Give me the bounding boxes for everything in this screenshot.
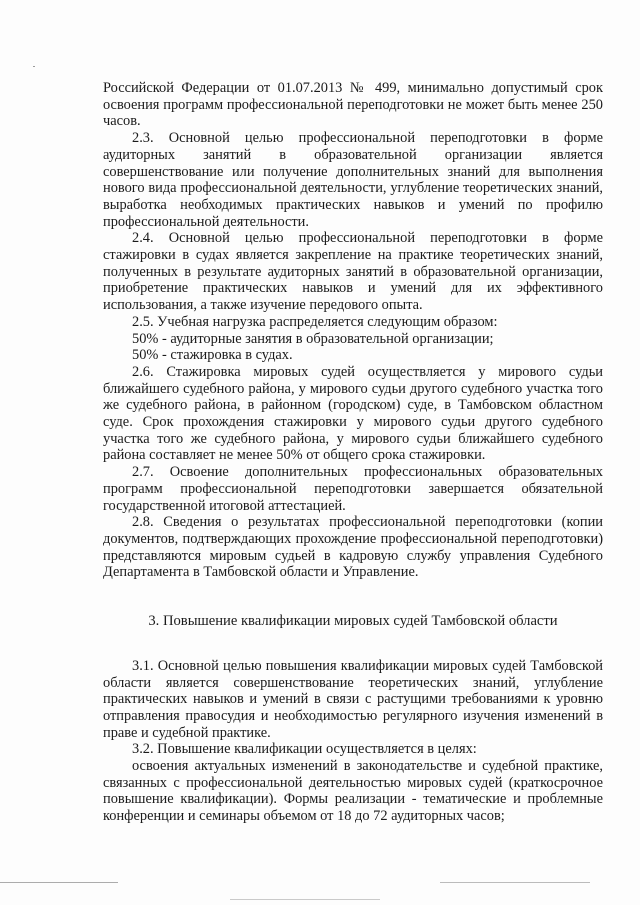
- scan-artifact-line: [0, 882, 118, 883]
- paragraph-3-2: 3.2. Повышение квалификации осуществляется в целях:: [132, 741, 477, 758]
- scan-artifact-line: [440, 882, 590, 883]
- paragraph-2-3: 2.3. Основной целью профессиональной переподготовки в форме аудиторных занятий в образовательной организации является совершенствование или получение дополнительных знаний для выполнения нового вида профессиональной деятельности, углубление теоретических знаний, выработка необходимых практических навыков и умений по профилю профессиональной деятельности.: [103, 130, 603, 230]
- list-item-internship: 50% - стажировка в судах.: [132, 347, 293, 364]
- paragraph-2-4: 2.4. Основной целью профессиональной переподготовки в форме стажировки в судах является закрепление на практике теоретических знаний, полученных в результате аудиторных занятий в образовательной организации, приобретение практических навыков и умений для их эффективного использования, а также изучение передового опыта.: [103, 230, 603, 314]
- paragraph-continuation: Российской Федерации от 01.07.2013 № 499, минимально допустимый срок освоения программ профессиональной переподготовки не может быть менее 250 часов.: [103, 80, 603, 130]
- list-item-auditory: 50% - аудиторные занятия в образовательной организации;: [132, 330, 494, 347]
- paragraph-2-6: 2.6. Стажировка мировых судей осуществляется у мирового судьи ближайшего судебного района, у мирового судьи другого судебного участка того же судебного района, в районном (городском) суде, в Тамбовском областном суде. Срок прохождения стажировки у мирового судьи другого судебного участка того же судебного района, у мирового судьи ближайшего судебного района составляет не менее 50% от общего срока стажировки.: [103, 363, 603, 464]
- paragraph-2-8: 2.8. Сведения о результатах профессиональной переподготовки (копии документов, подтверждающих прохождение профессиональной переподготовки) представляются мировым судьей в кадровую службу управления Судебного Департамента в Тамбовской области и Управление.: [103, 514, 603, 581]
- paragraph-2-5: 2.5. Учебная нагрузка распределяется следующим образом:: [132, 313, 498, 330]
- paragraph-2-7: 2.7. Освоение дополнительных профессиональных образовательных программ профессиональной переподготовки завершается обязательной государственной итоговой аттестацией.: [103, 464, 603, 514]
- scan-artifact-line: [230, 899, 380, 900]
- document-body: [103, 80, 603, 825]
- section-heading: 3. Повышение квалификации мировых судей Тамбовской области: [148, 613, 558, 630]
- paragraph-3-1: 3.1. Основной целью повышения квалификации мировых судей Тамбовской области является совершенствование теоретических знаний, углубление практических навыков и умений в связи с растущими требованиями к уровню отправления правосудия и необходимостью регулярного изучения изменений в праве и судебной практике.: [103, 657, 603, 741]
- scan-artifact-dot: [33, 66, 35, 67]
- paragraph-3-2-item: освоения актуальных изменений в законодательстве и судебной практике, связанных с профессиональной деятельностью мировых судей (краткосрочное повышение квалификации). Формы реализации - тематические и проблемные конференции и семинары объемом от 18 до 72 аудиторных часов;: [103, 758, 603, 825]
